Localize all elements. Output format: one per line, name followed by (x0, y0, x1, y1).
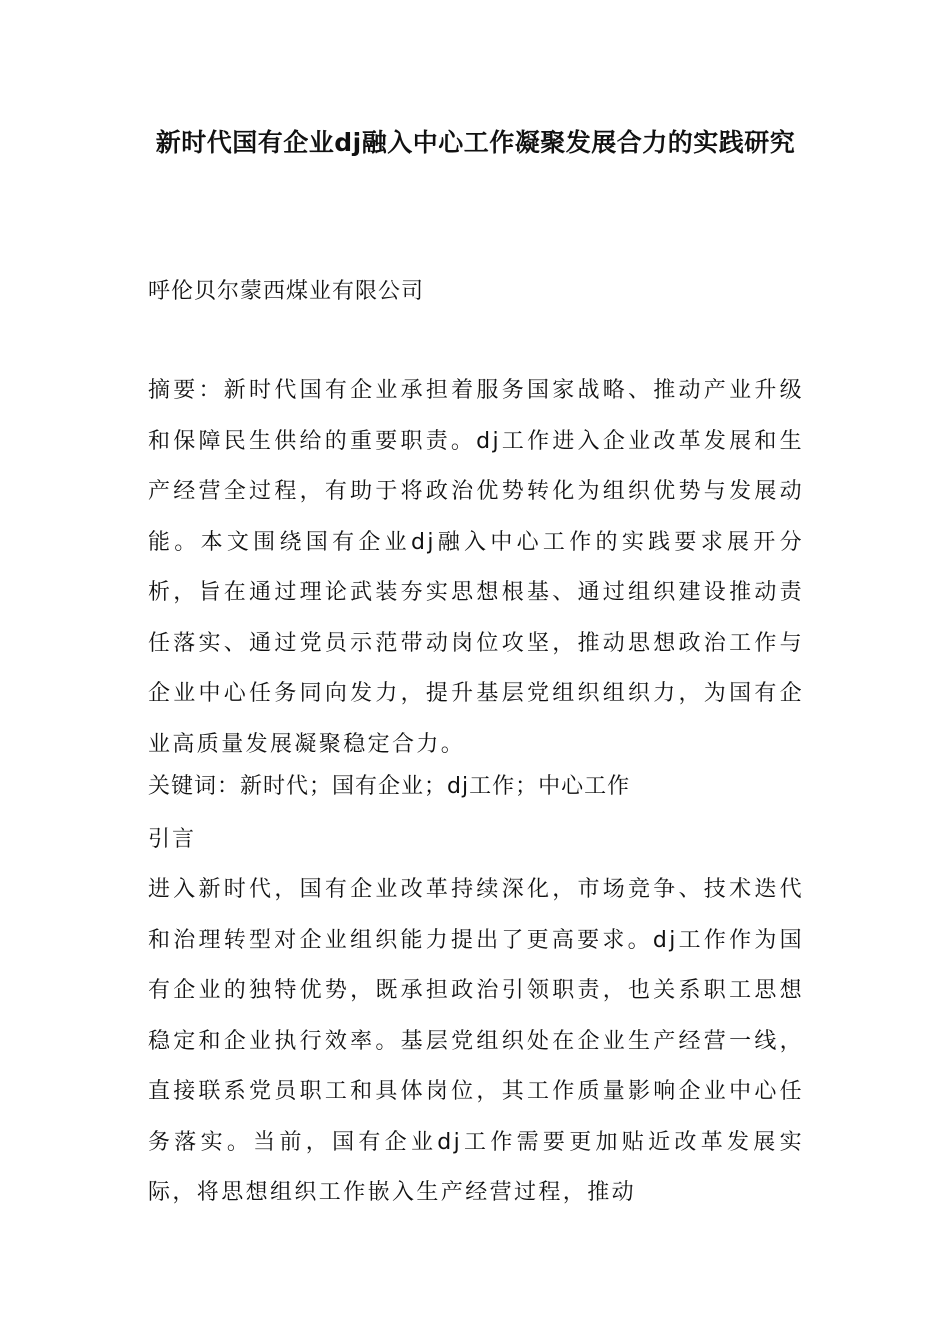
abstract-paragraph: 摘要：新时代国有企业承担着服务国家战略、推动产业升级和保障民生供给的重要职责。dj工作进入企业改革发展和生产经营全过程，有助于将政治优势转化为组织优势与发展动能。本文围绕国有企业dj融入中心工作的实践要求展开分析，旨在通过理论武装夯实思想根基、通过组织建设推动责任落实、通过党员示范带动岗位攻坚，推动思想政治工作与企业中心任务同向发力，提升基层党组织组织力，为国有企业高质量发展凝聚稳定合力。 (148, 378, 804, 757)
author-affiliation: 呼伦贝尔蒙西煤业有限公司 (148, 279, 425, 304)
introduction-heading: 引言 (148, 827, 197, 852)
introduction-paragraph: 进入新时代，国有企业改革持续深化，市场竞争、技术迭代和治理转型对企业组织能力提出了更高要求。dj工作作为国有企业的独特优势，既承担政治引领职责，也关系职工思想稳定和企业执行效率。基层党组织处在企业生产经营一线，直接联系党员职工和具体岗位，其工作质量影响企业中心任务落实。当前，国有企业dj工作需要更加贴近改革发展实际，将思想组织工作嵌入生产经营过程，推动 (148, 877, 804, 1205)
document-title: 新时代国有企业dj融入中心工作凝聚发展合力的实践研究 (155, 128, 796, 157)
keywords-line: 关键词：新时代；国有企业；dj工作；中心工作 (148, 774, 631, 799)
